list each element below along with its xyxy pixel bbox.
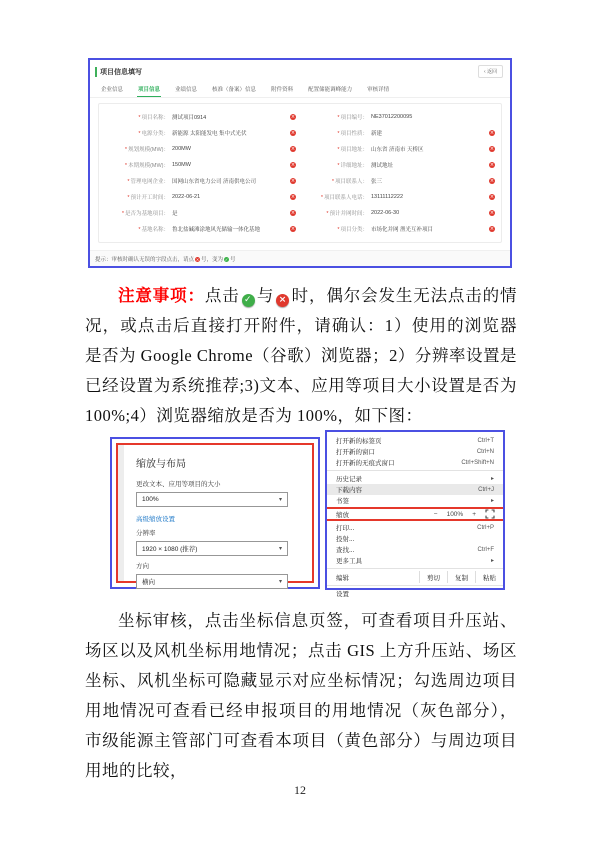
settings-title: 缩放与布局 <box>136 459 186 470</box>
submenu-arrow-icon: ▸ <box>490 498 494 504</box>
reject-icon[interactable]: × <box>489 178 495 184</box>
form-left-column <box>101 109 300 237</box>
field-contact-phone: *项目联系人电话： 13111112222 × <box>320 194 495 201</box>
zoom-controls <box>434 511 476 518</box>
form-right-column <box>300 109 499 237</box>
scale-label: 更改文本、应用等项目的大小 <box>136 481 221 488</box>
menu-divider <box>327 585 503 586</box>
tab-review-detail[interactable]: 审核详情 <box>367 87 390 93</box>
menu-item-new-tab[interactable]: 打开新的标签页 Ctrl+T <box>336 437 494 445</box>
reject-icon[interactable]: × <box>290 178 296 184</box>
chevron-down-icon: ▾ <box>278 546 282 552</box>
reject-icon[interactable]: × <box>290 210 296 216</box>
reject-icon: × <box>276 294 289 307</box>
chevron-down-icon: ▾ <box>278 497 282 503</box>
reject-icon[interactable]: × <box>290 114 296 120</box>
menu-item-print[interactable]: 打印... Ctrl+P <box>336 524 494 532</box>
reject-icon[interactable]: × <box>489 162 495 168</box>
panel-edge-strip <box>118 445 124 581</box>
edit-paste-button[interactable]: 粘贴 <box>475 571 503 583</box>
reject-icon[interactable]: × <box>290 226 296 232</box>
menu-item-more-tools[interactable]: 更多工具 ▸ <box>336 558 494 565</box>
zoom-level-value: 100% <box>446 510 464 518</box>
reject-icon[interactable]: × <box>489 130 495 136</box>
reject-icon[interactable]: × <box>489 226 495 232</box>
field-project-nature: *项目性质： 新建 × <box>337 130 495 137</box>
form-fields-card <box>98 103 502 243</box>
orientation-dropdown[interactable]: 横向 ▾ <box>136 574 288 589</box>
field-grid-company: *管理电网企业： 国网山东省电力公司 济南供电公司 × <box>127 178 296 185</box>
coordinates-paragraph: 坐标审核，点击坐标信息页签，可查看项目升压站、场区以及风机坐标用地情况；点击 GIS 上方升压站、场区坐标、风机坐标可隐藏显示对应坐标情况；勾选周边项目用地情况可查看已经申报项目的用地情况（灰色部分），市级能源主管部门可查看本项目（黄色部分）与周边项目用地的比较， <box>85 611 517 780</box>
tab-company-info[interactable]: 企业信息 <box>101 87 124 93</box>
figures-row <box>110 430 505 598</box>
form-screenshot <box>88 58 512 268</box>
menu-item-find[interactable]: 查找... Ctrl+F <box>336 546 494 554</box>
menu-item-cast[interactable]: 投射... <box>336 536 355 543</box>
page-number: 12 <box>294 783 306 797</box>
field-project-address: *项目地址： 山东省 济南市 天桥区 × <box>337 146 495 153</box>
no-icon <box>489 114 495 120</box>
reject-icon[interactable]: × <box>290 162 296 168</box>
tab-record-info[interactable]: 核准（备案）信息 <box>212 87 257 93</box>
form-title: 项目信息填写 <box>95 67 142 77</box>
chevron-down-icon: ▾ <box>278 579 282 585</box>
tab-project-info[interactable]: 项目信息 <box>137 81 161 97</box>
reject-icon[interactable]: × <box>489 146 495 152</box>
tab-storage-capacity[interactable]: 配置储能调峰能力 <box>308 87 353 93</box>
approve-icon: ✓ <box>224 256 229 262</box>
menu-item-bookmarks[interactable]: 书签 ▸ <box>336 498 494 505</box>
field-project-category: *项目分类： 市场化并网 渔光互补项目 × <box>337 226 495 233</box>
tab-performance-info[interactable]: 业绩信息 <box>175 87 198 93</box>
form-hint-bar <box>90 250 510 266</box>
menu-item-settings[interactable]: 设置 <box>336 591 349 598</box>
reject-icon[interactable]: × <box>290 146 296 152</box>
field-project-name: *项目名称： 测试项目0914 × <box>138 114 296 121</box>
orientation-label: 方向 <box>136 563 149 570</box>
advanced-scaling-link[interactable]: 高级缩放设置 <box>136 516 175 523</box>
resolution-dropdown[interactable]: 1920 × 1080 (推荐) ▾ <box>136 541 288 556</box>
field-contact: *项目联系人： 张三 × <box>331 178 495 185</box>
field-detail-address: *详细地址： 测试地址 × <box>337 162 495 169</box>
reject-icon[interactable]: × <box>489 194 495 200</box>
field-planned-capacity: *规划规模(MW)： 200MW × <box>124 146 296 153</box>
reject-icon: × <box>195 256 200 262</box>
resolution-label: 分辨率 <box>136 530 156 537</box>
edit-copy-button[interactable]: 复制 <box>447 571 475 583</box>
note-label: 注意事项： <box>118 286 205 305</box>
form-hint-text: 提示：审核时确认无误的字段点击，请点 × 号，变为 ✓ 号 <box>95 256 236 263</box>
field-base-name: *基地名称： 鲁北盐碱滩涂地风光储输一体化基地 × <box>138 226 296 233</box>
menu-item-incognito[interactable]: 打开新的无痕式窗口 Ctrl+Shift+N <box>336 459 494 467</box>
field-current-capacity: *本期规模(MW)： 150MW × <box>124 162 296 169</box>
display-settings-screenshot <box>110 437 320 589</box>
scale-dropdown[interactable]: 100% ▾ <box>136 492 288 507</box>
submenu-arrow-icon: ▸ <box>490 476 494 482</box>
approve-icon: ✓ <box>242 294 255 307</box>
menu-divider <box>327 470 503 471</box>
zoom-in-button[interactable]: + <box>472 510 476 518</box>
field-is-base-project: *是否为基地项目： 是 × <box>121 210 296 217</box>
note-paragraph: 注意事项：点击 ✓ 与 × 时，偶尔会发生无法点击的情况，或点击后直接打开附件，请确认：1）使用的浏览器是否为 Google Chrome（谷歌）浏览器；2）分辨率设置是已经设置为系统推荐;3)文本、应用等项目大小设置是否为 100%;4）浏览器缩放是否为 100%，如下图： <box>85 286 518 425</box>
tab-attachments[interactable]: 附件资料 <box>271 87 294 93</box>
field-grid-date: *预计并网时间： 2022-06-30 × <box>326 210 495 217</box>
reject-icon[interactable]: × <box>489 210 495 216</box>
browser-menu-screenshot <box>325 430 505 598</box>
menu-item-edit: 编辑 剪切 复制 粘贴 <box>327 571 503 583</box>
menu-item-history[interactable]: 历史记录 ▸ <box>336 476 494 483</box>
field-project-number: *项目编号： NE37012200095 <box>304 109 495 125</box>
back-button[interactable]: ‹ 返回 <box>478 65 503 78</box>
form-header <box>90 60 510 81</box>
field-start-date: *预计开工时间： 2022-06-21 × <box>127 194 296 201</box>
reject-icon[interactable]: × <box>290 130 296 136</box>
edit-cut-button[interactable]: 剪切 <box>419 571 447 583</box>
menu-item-new-window[interactable]: 打开新的窗口 Ctrl+N <box>336 448 494 456</box>
reject-icon[interactable]: × <box>290 194 296 200</box>
field-power-type: *电源分类： 新能源 太阳能发电 集中式光伏 × <box>138 130 296 137</box>
menu-item-downloads[interactable]: 下载内容 Ctrl+J <box>327 484 503 495</box>
submenu-arrow-icon: ▸ <box>490 558 494 564</box>
zoom-out-button[interactable]: − <box>433 510 438 518</box>
display-settings-highlight-box <box>116 443 314 586</box>
fullscreen-icon[interactable] <box>486 510 494 518</box>
form-tab-bar <box>90 81 510 98</box>
menu-item-zoom-highlighted[interactable]: 缩放 − 100% + <box>327 507 503 521</box>
menu-divider <box>327 568 503 569</box>
